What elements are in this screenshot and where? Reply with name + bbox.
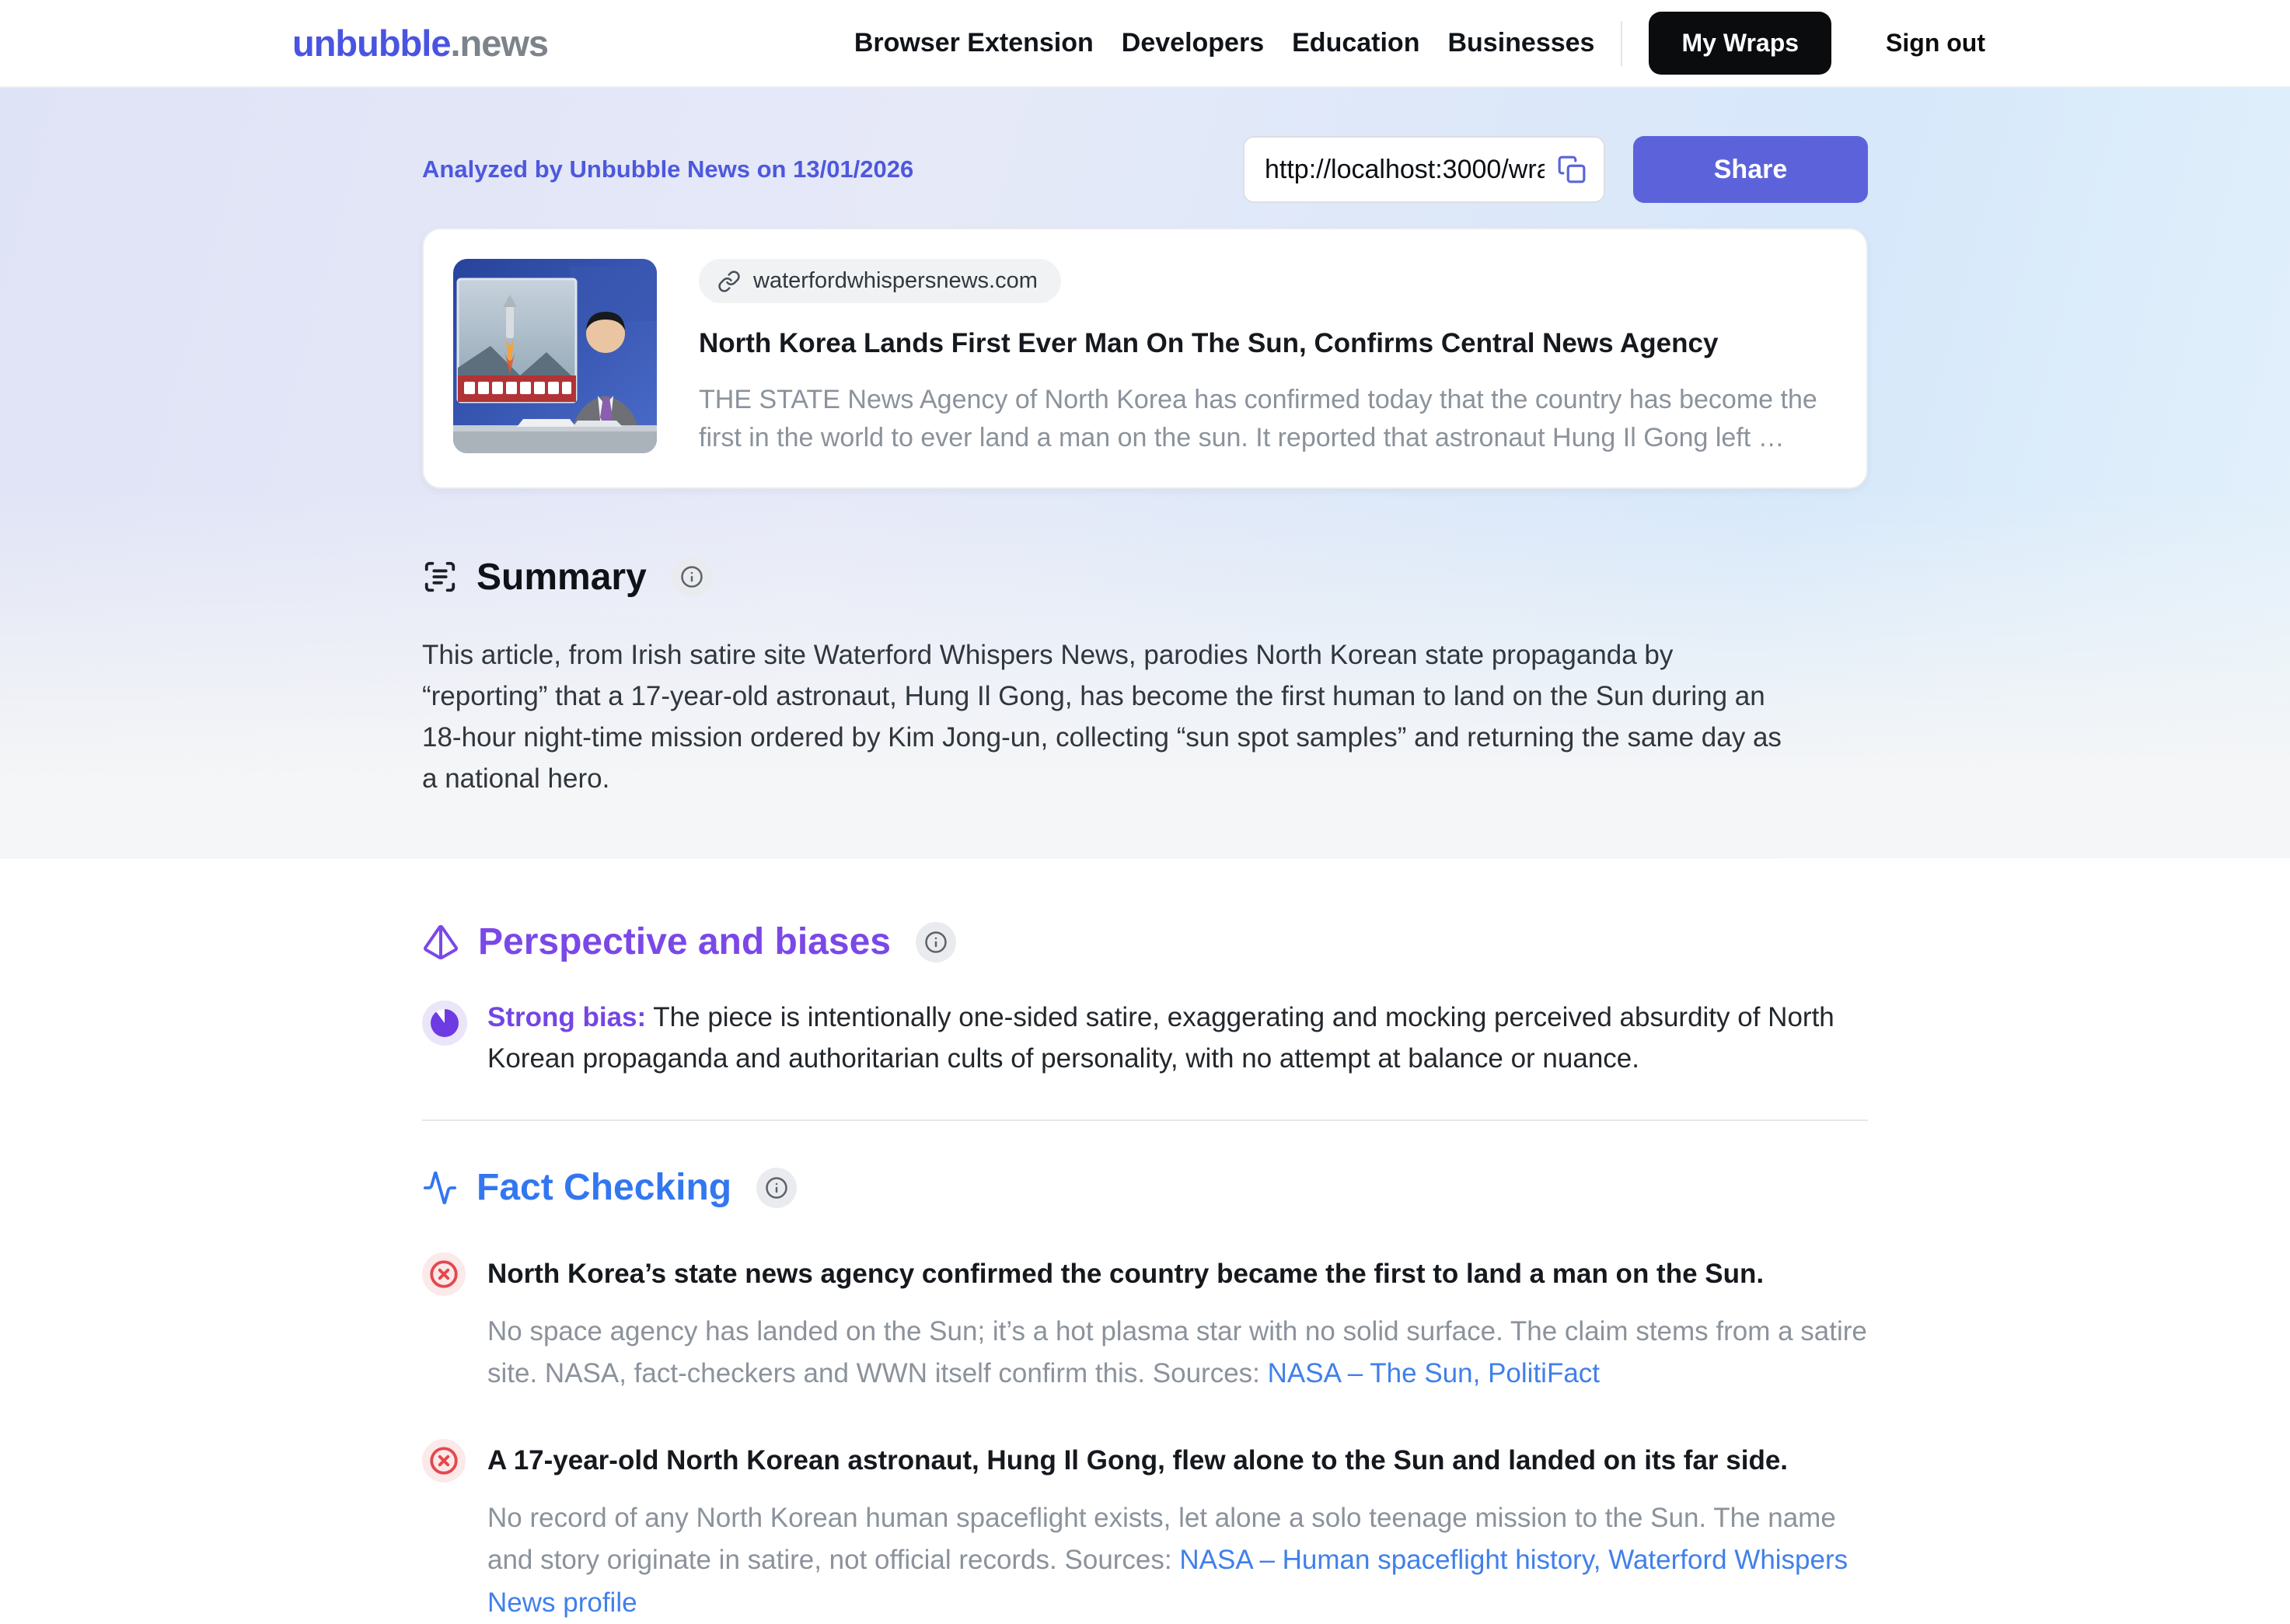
fact-explanation (487, 1311, 1868, 1395)
fact-checking-title: Fact Checking (477, 1167, 732, 1209)
analysis-hero-section (0, 88, 2290, 858)
copy-url-button[interactable] (1554, 152, 1590, 187)
my-wraps-button[interactable]: My Wraps (1649, 12, 1831, 75)
perspective-section-header (422, 920, 1868, 963)
nav-item-education[interactable]: Education (1292, 28, 1420, 58)
fact-claim: North Korea’s state news agency confirmed the country became the first to land a man on the Sun. (487, 1259, 1765, 1290)
share-button[interactable]: Share (1633, 136, 1868, 203)
fact-explanation-text: No space agency has landed on the Sun; it’s a hot plasma star with no solid surface. The claim stems from a satire site. NASA, fact-checkers and WWN itself confirm this. Sources: (487, 1315, 1867, 1389)
header-divider (1621, 21, 1622, 66)
bias-text (487, 997, 1868, 1079)
sign-out-button[interactable]: Sign out (1886, 29, 1985, 57)
fact-checking-section-header (422, 1166, 1868, 1209)
info-icon (680, 565, 703, 588)
bias-assessment-row (422, 997, 1868, 1079)
fact-check-item (422, 1252, 1868, 1395)
copy-icon (1557, 155, 1587, 184)
fact-source-link[interactable]: PolitiFact (1488, 1358, 1601, 1389)
nav-item-businesses[interactable]: Businesses (1447, 28, 1595, 58)
fact-checking-info-button[interactable] (756, 1168, 797, 1208)
section-divider (422, 1119, 1868, 1121)
share-url-box (1243, 136, 1605, 203)
nav-item-browser-extension[interactable]: Browser Extension (854, 28, 1094, 58)
summary-info-button[interactable] (672, 557, 712, 597)
analyzed-article-card[interactable] (422, 228, 1868, 489)
logo-text-secondary: .news (450, 23, 549, 64)
activity-pulse-icon (422, 1170, 458, 1206)
article-title: North Korea Lands First Ever Man On The Sun, Confirms Central News Agency (699, 328, 1719, 358)
false-claim-icon (422, 1439, 466, 1483)
fact-source-separator: , (1472, 1358, 1489, 1389)
article-card-body (699, 259, 1837, 458)
site-logo[interactable] (292, 22, 548, 65)
bias-description: The piece is intentionally one-sided satire, exaggerating and mocking perceived absurdity of North Korean propaganda and authoritarian cults of personality, with no attempt at balance or nuance. (487, 1002, 1834, 1074)
nav-item-developers[interactable]: Developers (1121, 28, 1265, 58)
perspective-title: Perspective and biases (478, 921, 891, 963)
fact-check-content (487, 1439, 1868, 1624)
article-excerpt: THE STATE News Agency of North Korea has confirmed today that the country has become the first in the world to ever land a man on the sun. It reported that astronaut Hung Il Gong left … (699, 385, 1817, 453)
scan-text-icon (422, 559, 458, 595)
fact-check-content (487, 1252, 1868, 1395)
summary-title: Summary (477, 556, 647, 598)
fact-source-link[interactable]: NASA – Human spaceflight history (1179, 1545, 1594, 1576)
bias-meter-icon (422, 1001, 467, 1046)
summary-body: This article, from Irish satire site Waterford Whispers News, parodies North Korean state propaganda by “reporting” that a 17-year-old astronaut, Hung Il Gong, has become the first human to land on the Sun during an 18-hour night-time mission ordered by Kim Jong-un, collecting “sun spot samples” and returning the same day as a national hero. (422, 639, 1782, 795)
meta-row (422, 136, 1868, 203)
summary-section-header (422, 556, 1868, 599)
info-icon (924, 931, 948, 954)
fact-checking-section (422, 1166, 1868, 1624)
info-icon (765, 1176, 788, 1200)
fact-source-separator: , (1593, 1545, 1609, 1576)
fact-source-link[interactable]: Waterford Whispers News profile (487, 1545, 1848, 1618)
pyramid-icon (422, 924, 459, 961)
perspective-info-button[interactable] (916, 922, 956, 962)
logo-text-primary: unbubble (292, 23, 451, 64)
article-domain-pill[interactable] (699, 259, 1061, 303)
article-domain: waterfordwhispersnews.com (753, 268, 1038, 293)
article-thumbnail (453, 259, 657, 453)
bias-level-label: Strong bias: (487, 1002, 647, 1033)
false-claim-icon (422, 1252, 466, 1296)
main-nav (854, 28, 1595, 58)
header-right-cluster (854, 12, 1985, 75)
link-icon (717, 270, 741, 293)
fact-explanation (487, 1497, 1868, 1624)
share-url-input[interactable] (1265, 155, 1545, 185)
analyzed-by-line: Analyzed by Unbubble News on 13/01/2026 (422, 155, 914, 183)
analysis-main-section (0, 858, 2290, 1624)
top-navigation-bar (0, 0, 2290, 88)
fact-check-item (422, 1439, 1868, 1624)
fact-source-link[interactable]: NASA – The Sun (1267, 1358, 1473, 1389)
fact-claim: A 17-year-old North Korean astronaut, Hung Il Gong, flew alone to the Sun and landed on its far side. (487, 1445, 1789, 1476)
share-group (1243, 136, 1868, 203)
fact-explanation-text: No record of any North Korean human spaceflight exists, let alone a solo teenage mission to the Sun. The name and story originate in satire, not official records. Sources: (487, 1502, 1836, 1576)
